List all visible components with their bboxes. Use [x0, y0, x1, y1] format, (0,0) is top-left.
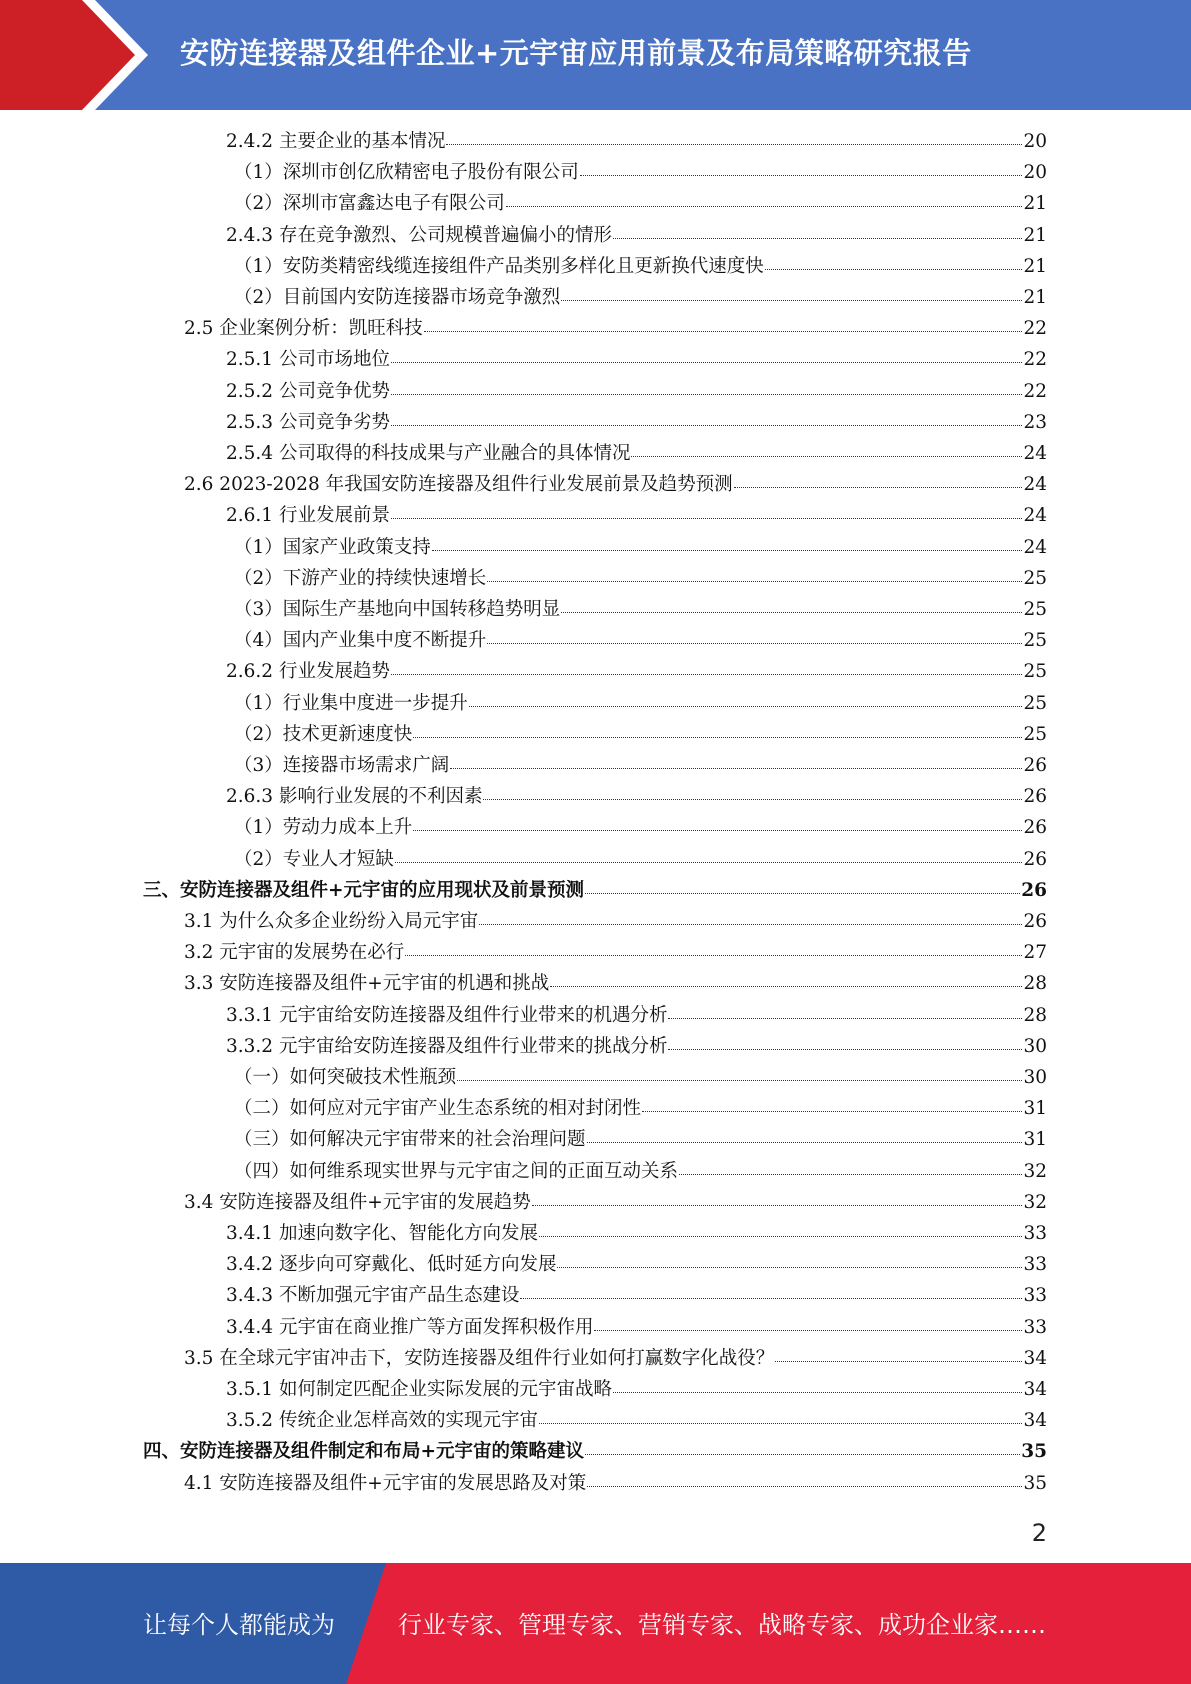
toc-entry[interactable] [226, 1282, 1047, 1308]
toc-leader-dots [561, 594, 1022, 613]
toc-entry-title: （一）如何突破技术性瓶颈 [234, 1067, 457, 1088]
toc-entry[interactable] [226, 658, 1047, 684]
toc-leader-dots [539, 1405, 1022, 1424]
toc-entry-page: 28 [1023, 973, 1047, 995]
page-header [0, 0, 1191, 110]
toc-leader-dots [391, 376, 1022, 395]
toc-entry[interactable] [234, 846, 1047, 872]
toc-leader-dots [479, 906, 1022, 925]
toc-entry-page: 32 [1023, 1160, 1047, 1182]
toc-entry-title: 2.5.4 公司取得的科技成果与产业融合的具体情况 [226, 443, 631, 464]
toc-entry[interactable] [184, 970, 1047, 996]
toc-leader-dots [580, 157, 1023, 176]
toc-leader-dots [450, 750, 1022, 769]
toc-entry[interactable] [234, 1126, 1047, 1152]
toc-entry[interactable] [226, 1407, 1047, 1433]
toc-entry[interactable] [226, 1251, 1047, 1277]
toc-entry-title: 3.4.1 加速向数字化、智能化方向发展 [226, 1223, 538, 1244]
toc-leader-dots [585, 875, 1020, 894]
toc-entry-page: 34 [1023, 1410, 1047, 1432]
toc-leader-dots [424, 313, 1023, 332]
toc-leader-dots [391, 500, 1022, 519]
toc-entry-page: 35 [1021, 1441, 1047, 1463]
toc-entry-title: 2.6.2 行业发展趋势 [226, 661, 390, 683]
toc-leader-dots [550, 968, 1022, 987]
toc-entry-title: 4.1 安防连接器及组件+元宇宙的发展思路及对策 [184, 1472, 587, 1494]
toc-entry[interactable] [234, 690, 1047, 716]
toc-leader-dots [668, 1000, 1022, 1019]
toc-entry-page: 26 [1021, 879, 1047, 901]
toc-leader-dots [483, 781, 1022, 800]
toc-leader-dots [561, 282, 1022, 301]
page-number: 2 [1031, 1519, 1047, 1547]
toc-entry[interactable] [184, 939, 1047, 965]
toc-entry-title: 2.6.1 行业发展前景 [226, 505, 390, 527]
toc-entry-title: （1）行业集中度进一步提升 [234, 692, 468, 714]
toc-entry[interactable] [143, 877, 1047, 903]
toc-entry-page: 30 [1023, 1067, 1047, 1088]
toc-entry-page: 20 [1023, 131, 1047, 152]
toc-entry-title: 3.5.2 传统企业怎样高效的实现元宇宙 [226, 1410, 538, 1432]
toc-leader-dots [594, 1312, 1022, 1331]
toc-entry-page: 26 [1023, 817, 1047, 839]
toc-leader-dots [405, 937, 1022, 956]
footer-tagline: 行业专家、管理专家、营销专家、战略专家、成功企业家…… [398, 1611, 1046, 1639]
toc-entry[interactable] [234, 1095, 1047, 1121]
toc-entry-title: 3.2 元宇宙的发展势在必行 [184, 942, 405, 964]
toc-entry-title: （2）深圳市富鑫达电子有限公司 [234, 193, 505, 215]
toc-entry-page: 24 [1023, 505, 1047, 527]
toc-entry-title: 2.5.2 公司竞争优势 [226, 380, 390, 402]
toc-entry[interactable] [184, 315, 1047, 341]
toc-leader-dots [557, 1249, 1022, 1268]
toc-entry-page: 25 [1023, 692, 1047, 714]
toc-entry-page: 25 [1023, 723, 1047, 745]
toc-entry[interactable] [226, 1033, 1047, 1059]
toc-entry[interactable] [226, 222, 1047, 248]
toc-entry-title: （2）目前国内安防连接器市场竞争激烈 [234, 287, 561, 308]
toc-entry-title: 2.5.1 公司市场地位 [226, 349, 390, 371]
toc-leader-dots [520, 1280, 1022, 1299]
toc-entry-title: 3.4.4 元宇宙在商业推广等方面发挥积极作用 [226, 1316, 594, 1338]
toc-entry-page: 30 [1023, 1035, 1047, 1057]
toc-leader-dots [587, 1124, 1023, 1143]
toc-leader-dots [487, 563, 1022, 582]
toc-entry[interactable] [234, 721, 1047, 747]
toc-entry-page: 20 [1023, 162, 1047, 184]
toc-entry[interactable] [234, 627, 1047, 653]
toc-entry-title: （1）安防类精密线缆连接组件产品类别多样化且更新换代速度快 [234, 255, 764, 277]
toc-entry-page: 25 [1023, 567, 1047, 589]
toc-entry[interactable] [234, 253, 1047, 279]
toc-entry-page: 33 [1023, 1223, 1047, 1244]
toc-leader-dots [642, 1093, 1022, 1112]
toc-entry-title: （2）专业人才短缺 [234, 848, 394, 870]
toc-entry-page: 27 [1023, 942, 1047, 964]
toc-leader-dots [457, 1062, 1022, 1081]
toc-entry[interactable] [226, 409, 1047, 435]
toc-entry[interactable] [234, 159, 1047, 185]
toc-entry[interactable] [226, 783, 1047, 809]
toc-entry-title: 3.5.1 如何制定匹配企业实际发展的元宇宙战略 [226, 1379, 612, 1400]
toc-leader-dots [391, 407, 1022, 426]
toc-entry-title: （二）如何应对元宇宙产业生态系统的相对封闭性 [234, 1098, 642, 1120]
toc-entry-title: （1）国家产业政策支持 [234, 536, 431, 558]
toc-entry[interactable] [184, 1470, 1047, 1496]
toc-entry-page: 31 [1023, 1129, 1047, 1151]
toc-entry-page: 34 [1023, 1347, 1047, 1369]
page-footer [0, 1563, 1191, 1684]
toc-entry-title: 2.5.3 公司竞争劣势 [226, 411, 390, 433]
toc-entry[interactable] [226, 1314, 1047, 1340]
toc-entry[interactable] [184, 908, 1047, 934]
toc-entry-page: 21 [1023, 287, 1047, 308]
toc-entry[interactable] [234, 190, 1047, 216]
toc-leader-dots [668, 1031, 1022, 1050]
toc-leader-dots [775, 1343, 1022, 1362]
toc-entry-title: 2.4.3 存在竞争激烈、公司规模普遍偏小的情形 [226, 224, 612, 246]
toc-entry-title: （4）国内产业集中度不断提升 [234, 630, 487, 652]
toc-entry-page: 22 [1023, 380, 1047, 402]
toc-leader-dots [391, 656, 1022, 675]
toc-entry-page: 28 [1023, 1004, 1047, 1026]
toc-entry[interactable] [226, 502, 1047, 528]
toc-entry-title: （三）如何解决元宇宙带来的社会治理问题 [234, 1129, 586, 1151]
toc-entry-title: 3.3.2 元宇宙给安防连接器及组件行业带来的挑战分析 [226, 1035, 668, 1057]
toc-entry-page: 35 [1023, 1472, 1047, 1494]
toc-leader-dots [413, 812, 1022, 831]
toc-entry-page: 21 [1023, 224, 1047, 246]
toc-entry[interactable] [234, 752, 1047, 778]
toc-leader-dots [391, 344, 1022, 363]
toc-entry-page: 33 [1023, 1254, 1047, 1276]
toc-entry-page: 25 [1023, 630, 1047, 652]
toc-entry-page: 21 [1023, 193, 1047, 215]
toc-leader-dots [585, 1436, 1020, 1455]
toc-entry-title: 2.5 企业案例分析：凯旺科技 [184, 318, 423, 340]
toc-leader-dots [506, 188, 1023, 207]
toc-leader-dots [765, 251, 1023, 270]
toc-entry[interactable] [226, 378, 1047, 404]
toc-leader-dots [734, 469, 1023, 488]
toc-entry[interactable] [226, 440, 1047, 466]
toc-entry-page: 24 [1023, 443, 1047, 464]
toc-entry-title: 三、安防连接器及组件+元宇宙的应用现状及前景预测 [143, 879, 585, 901]
toc-entry-title: 2.6.3 影响行业发展的不利因素 [226, 786, 483, 808]
toc-entry-page: 33 [1023, 1316, 1047, 1338]
toc-leader-dots [413, 719, 1022, 738]
toc-entry[interactable] [234, 284, 1047, 310]
toc-entry-title: 四、安防连接器及组件制定和布局+元宇宙的策略建议 [143, 1441, 585, 1463]
toc-entry[interactable] [184, 471, 1047, 497]
toc-entry-page: 26 [1023, 786, 1047, 808]
toc-entry[interactable] [143, 1438, 1047, 1464]
toc-entry-title: 3.3.1 元宇宙给安防连接器及组件行业带来的机遇分析 [226, 1004, 668, 1026]
toc-entry-title: 3.4.3 不断加强元宇宙产品生态建设 [226, 1285, 520, 1307]
report-title: 安防连接器及组件企业+元宇宙应用前景及布局策略研究报告 [180, 36, 972, 70]
toc-entry[interactable] [226, 128, 1047, 154]
toc-entry-title: 2.4.2 主要企业的基本情况 [226, 131, 446, 152]
toc-entry-page: 25 [1023, 661, 1047, 683]
toc-leader-dots [487, 625, 1022, 644]
toc-entry-title: （3）国际生产基地向中国转移趋势明显 [234, 599, 561, 620]
toc-entry-page: 33 [1023, 1285, 1047, 1307]
toc-entry-title: 3.3 安防连接器及组件+元宇宙的机遇和挑战 [184, 973, 550, 995]
toc-entry-title: （1）深圳市创亿欣精密电子股份有限公司 [234, 162, 579, 184]
toc-entry[interactable] [184, 1345, 1047, 1371]
toc-leader-dots [395, 844, 1023, 863]
toc-entry[interactable] [234, 1064, 1047, 1090]
toc-entry-page: 23 [1023, 411, 1047, 433]
toc-leader-dots [532, 1187, 1023, 1206]
toc-entry-title: 3.4.2 逐步向可穿戴化、低时延方向发展 [226, 1254, 557, 1276]
toc-entry-title: 3.1 为什么众多企业纷纷入局元宇宙 [184, 911, 479, 932]
toc-entry[interactable] [234, 1158, 1047, 1184]
toc-entry[interactable] [234, 814, 1047, 840]
toc-entry-page: 24 [1023, 536, 1047, 558]
toc-entry[interactable] [234, 565, 1047, 591]
toc-entry-page: 26 [1023, 911, 1047, 932]
toc-leader-dots [631, 438, 1022, 457]
toc-entry-page: 22 [1023, 318, 1047, 340]
toc-entry-page: 21 [1023, 255, 1047, 277]
toc-entry[interactable] [226, 1002, 1047, 1028]
toc-entry-page: 32 [1023, 1191, 1047, 1213]
toc-entry-title: 3.5 在全球元宇宙冲击下，安防连接器及组件行业如何打赢数字化战役？ [184, 1347, 775, 1369]
toc-entry-page: 26 [1023, 755, 1047, 776]
toc-entry-title: （2）技术更新速度快 [234, 723, 413, 745]
toc-entry-title: （2）下游产业的持续快速增长 [234, 567, 487, 589]
toc-leader-dots [469, 688, 1023, 707]
toc-leader-dots [432, 532, 1023, 551]
toc-entry-page: 24 [1023, 474, 1047, 496]
toc-leader-dots [613, 220, 1022, 239]
toc-entry-page: 31 [1023, 1098, 1047, 1120]
toc-entry-title: 3.4 安防连接器及组件+元宇宙的发展趋势 [184, 1191, 531, 1213]
toc-entry[interactable] [234, 534, 1047, 560]
toc-entry-page: 26 [1023, 848, 1047, 870]
toc-entry-page: 25 [1023, 599, 1047, 620]
toc-leader-dots [679, 1156, 1022, 1175]
toc-leader-dots [539, 1218, 1022, 1237]
footer-slogan: 让每个人都能成为 [143, 1611, 335, 1639]
toc-entry[interactable] [226, 346, 1047, 372]
toc-entry-title: （1）劳动力成本上升 [234, 817, 413, 839]
toc-entry-title: 2.6 2023-2028 年我国安防连接器及组件行业发展前景及趋势预测 [184, 474, 733, 496]
toc-entry[interactable] [226, 1220, 1047, 1246]
toc-entry[interactable] [226, 1376, 1047, 1402]
toc-leader-dots [613, 1374, 1022, 1393]
toc-leader-dots [587, 1468, 1022, 1487]
toc-entry-page: 34 [1023, 1379, 1047, 1400]
toc-entry-page: 22 [1023, 349, 1047, 371]
toc-entry[interactable] [184, 1189, 1047, 1215]
toc-entry-title: （3）连接器市场需求广阔 [234, 755, 450, 776]
toc-leader-dots [446, 126, 1022, 145]
toc-entry[interactable] [234, 596, 1047, 622]
toc-entry-title: （四）如何维系现实世界与元宇宙之间的正面互动关系 [234, 1160, 679, 1182]
